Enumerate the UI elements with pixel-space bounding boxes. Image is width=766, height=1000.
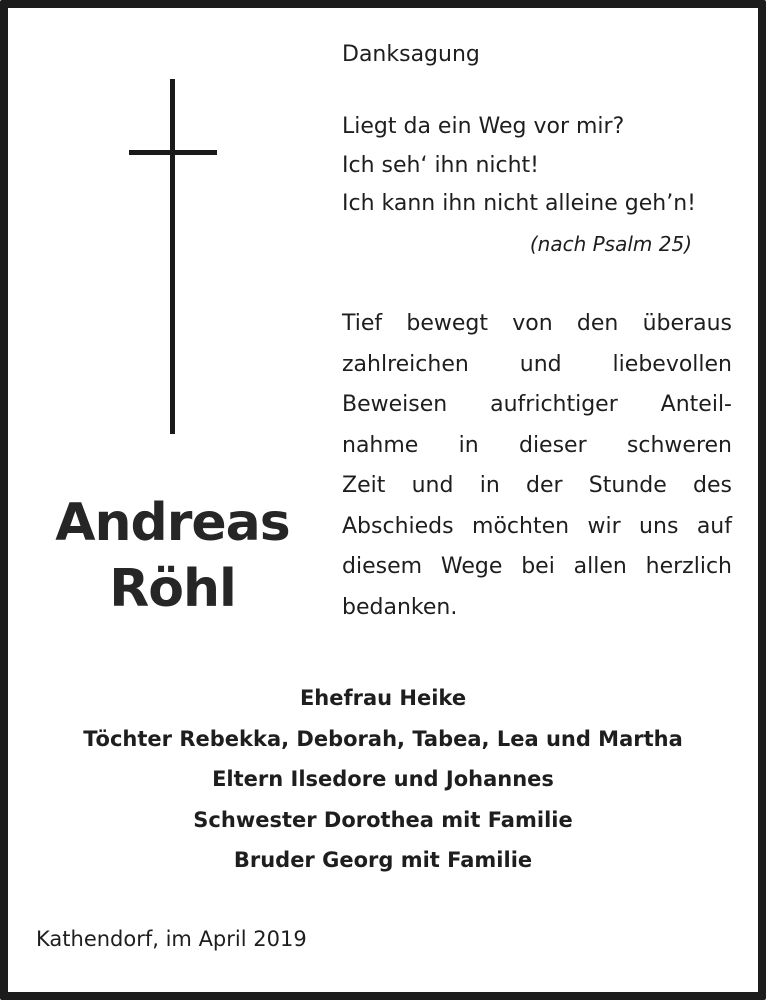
family-member-line: Bruder Georg mit Familie <box>233 848 533 872</box>
deceased-last-name: Röhl <box>109 559 236 619</box>
poem <box>342 108 732 224</box>
cross-horizontal-beam <box>129 150 217 155</box>
poem-source: (nach Psalm 25) <box>529 232 692 256</box>
thanks-line: nahme in dieser schweren <box>342 432 732 458</box>
thanks-text <box>342 304 732 628</box>
deceased-name <box>40 490 305 622</box>
thanks-line: zahlreichen und liebevollen <box>342 351 732 377</box>
family-member-line: Ehefrau Heike <box>299 686 467 710</box>
family-member-line: Eltern Ilsedore und Johannes <box>212 767 554 791</box>
thanks-line: Abschieds möchten wir uns auf <box>342 513 732 539</box>
thanks-line: Beweisen aufrichtiger Anteil- <box>342 392 732 417</box>
poem-line: Ich seh‘ ihn nicht! <box>342 152 539 178</box>
thanks-line: diesem Wege bei allen herzlich <box>342 554 732 579</box>
place-and-date: Kathendorf, im April 2019 <box>36 927 307 951</box>
thanks-line: Zeit und in der Stunde des <box>342 473 732 498</box>
cross-vertical-beam <box>170 79 175 434</box>
family-list <box>0 678 766 881</box>
family-member-line: Schwester Dorothea mit Familie <box>193 807 573 832</box>
deceased-first-name: Andreas <box>55 493 290 553</box>
poem-line: Ich kann ihn nicht alleine geh’n! <box>342 191 696 216</box>
notice-heading: Danksagung <box>342 42 480 67</box>
thanks-line: Tief bewegt von den überaus <box>342 311 732 336</box>
family-member-line: Töchter Rebekka, Deborah, Tabea, Lea und Martha <box>83 726 683 751</box>
thanks-line: bedanken. <box>342 594 458 620</box>
poem-line: Liegt da ein Weg vor mir? <box>342 114 625 139</box>
